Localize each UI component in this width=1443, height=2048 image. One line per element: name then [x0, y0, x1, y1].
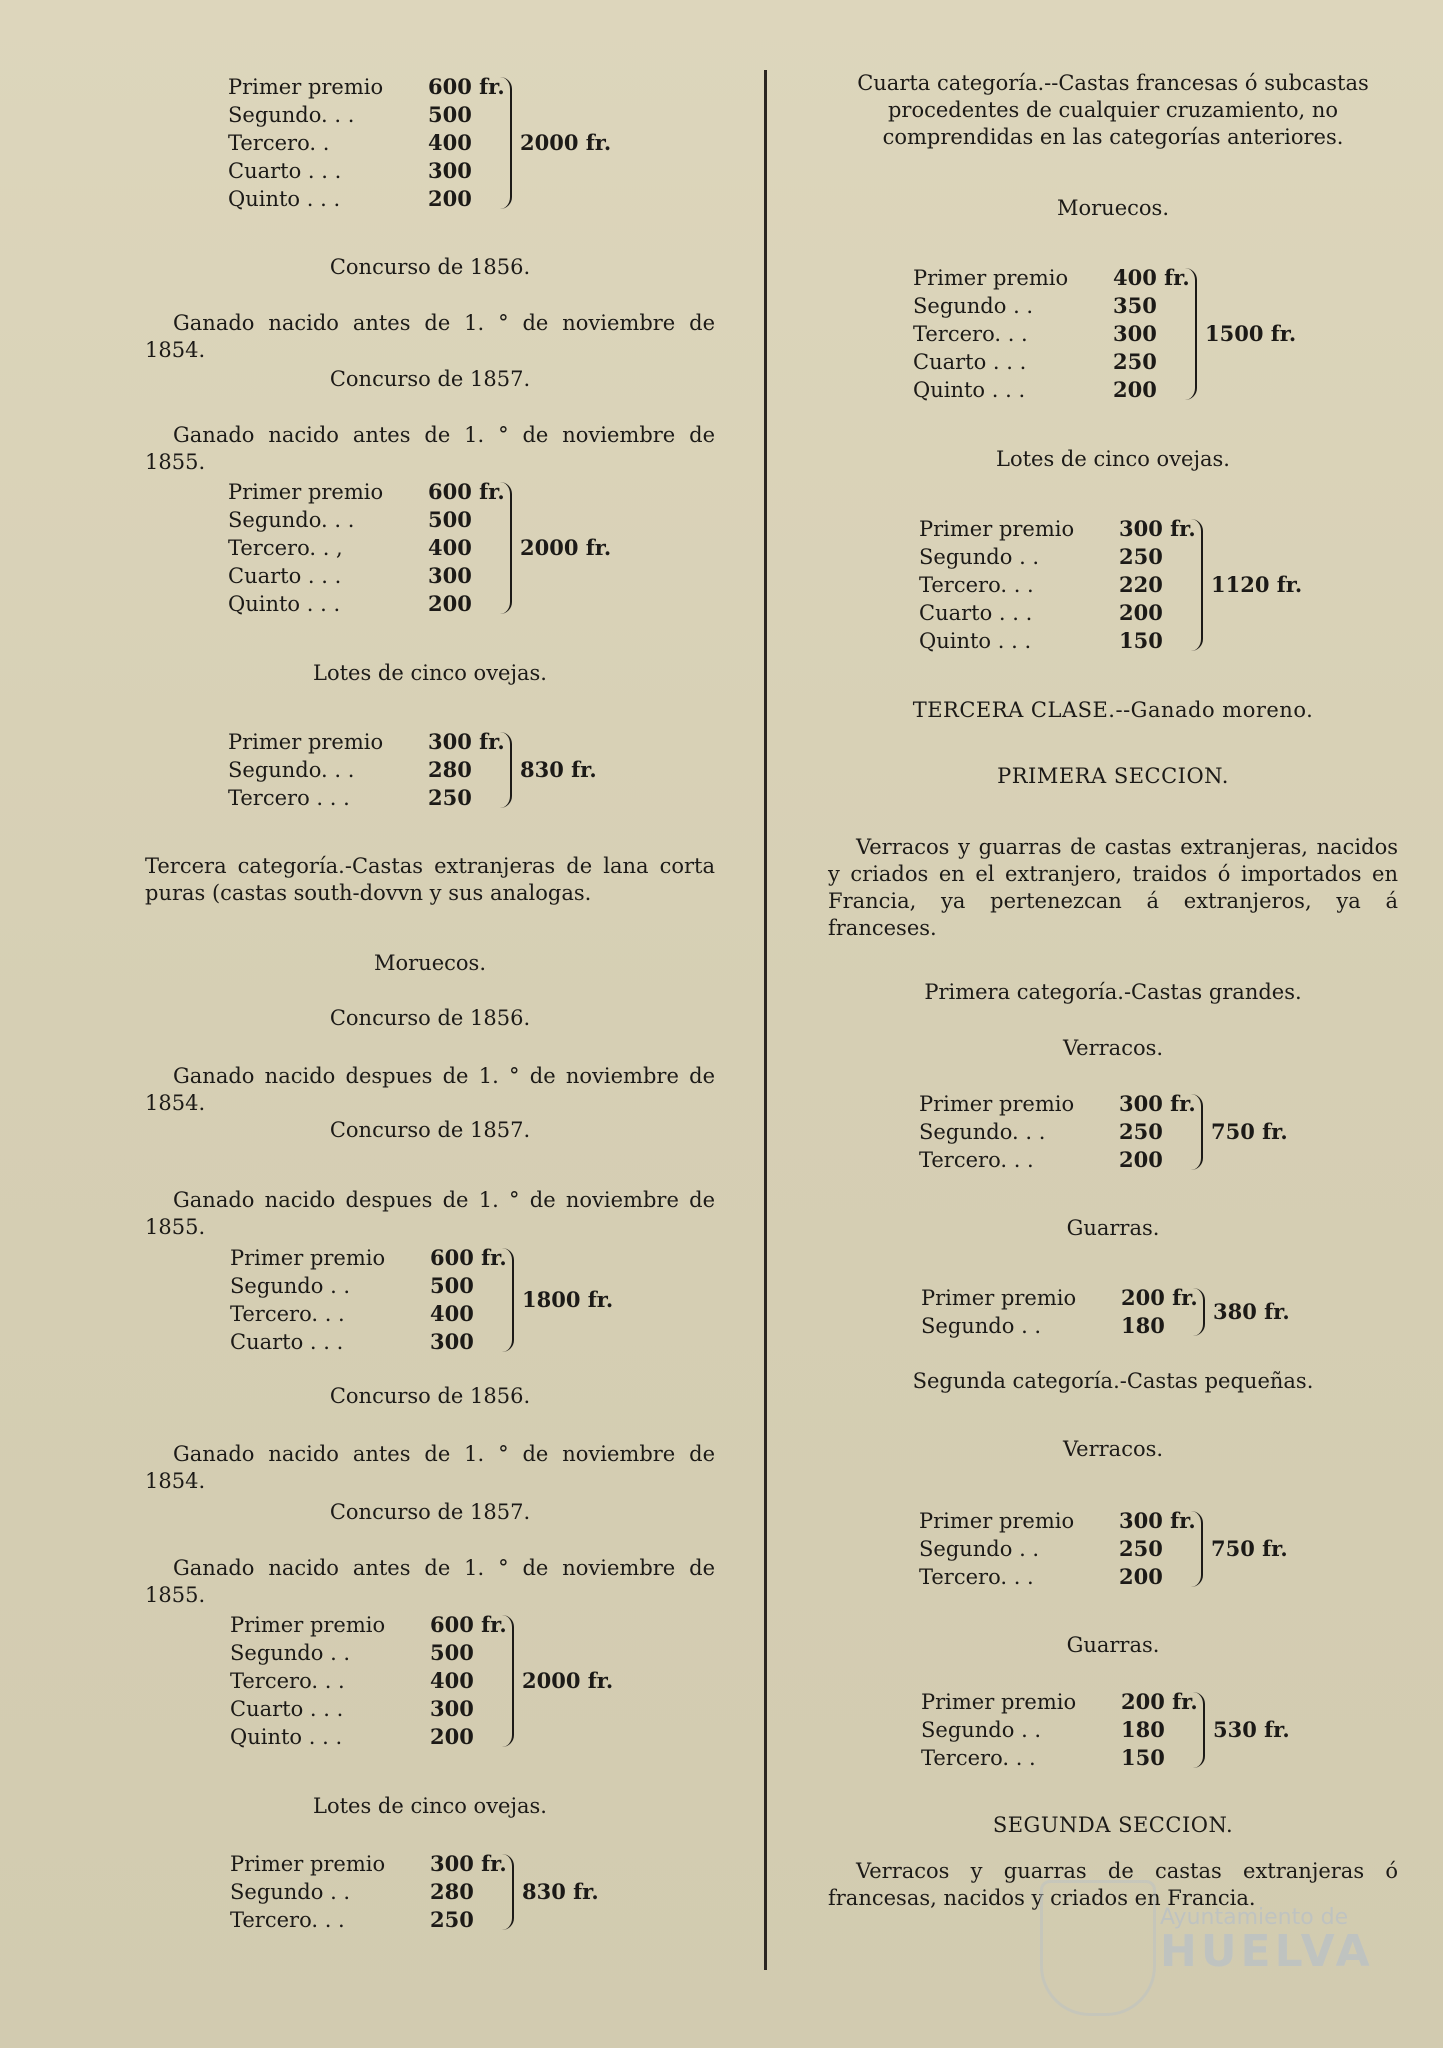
- prize-row: [228, 728, 505, 756]
- heading: Moruecos.: [1057, 196, 1169, 220]
- prize-row: [921, 1716, 1183, 1744]
- brace: [500, 77, 512, 209]
- prize-row: [228, 129, 490, 157]
- prize-row: [230, 1244, 507, 1272]
- prize-label: Tercero. . .: [919, 1148, 1034, 1172]
- prize-label: Tercero. . .: [921, 1746, 1036, 1770]
- prize-row: [228, 784, 490, 812]
- prize-amount: 500: [428, 102, 472, 127]
- prize-label: Segundo. . .: [228, 103, 355, 127]
- prize-row: [230, 1667, 492, 1695]
- prize-label: Primer premio: [228, 730, 384, 754]
- prize-label: Segundo . .: [921, 1314, 1042, 1338]
- paragraph: Verracos y guarras de castas extranjeras ó francesas, nacidos y criados en Francia.: [828, 1859, 1398, 1910]
- prize-amount: 250: [1119, 544, 1163, 569]
- prize-amount: 200: [1119, 1564, 1163, 1589]
- prize-amount: 300: [428, 158, 472, 183]
- prize-label: Segundo . .: [919, 1537, 1040, 1561]
- heading: Guarras.: [1066, 1633, 1160, 1657]
- prize-label: Primer premio: [230, 1613, 386, 1637]
- prize-amount: 250: [1119, 1119, 1163, 1144]
- prize-amount: 200: [1113, 377, 1157, 402]
- prize-table: [230, 1850, 599, 1934]
- prize-amount: 250: [1113, 349, 1157, 374]
- prize-total: 1120 fr.: [1211, 572, 1303, 597]
- prize-amount: 400: [428, 130, 472, 155]
- prize-row: [228, 756, 490, 784]
- prize-table: [919, 1507, 1288, 1591]
- heading: Primera categoría.-Castas grandes.: [924, 980, 1302, 1004]
- prize-table: [228, 728, 597, 812]
- heading: Concurso de 1856.: [329, 1384, 531, 1408]
- prize-row: [919, 1507, 1196, 1535]
- prize-label: Primer premio: [228, 75, 384, 99]
- heading: Concurso de 1856.: [329, 255, 531, 279]
- prize-total: 2000 fr.: [522, 1668, 614, 1693]
- prize-amount: 180: [1121, 1313, 1165, 1338]
- prize-label: Cuarto . . .: [228, 159, 342, 183]
- brace: [502, 1615, 514, 1747]
- prize-amount: 600 fr.: [430, 1245, 507, 1270]
- prize-label: Tercero. . .: [230, 1908, 345, 1932]
- prize-amount: 300: [430, 1329, 474, 1354]
- section-heading: SEGUNDA SECCION.: [992, 1813, 1234, 1837]
- prize-row: [230, 1723, 492, 1751]
- prize-label: Primer premio: [919, 1092, 1075, 1116]
- prize-amount: 200 fr.: [1121, 1689, 1198, 1714]
- prize-row: [921, 1312, 1183, 1340]
- prize-label: Segundo . .: [921, 1718, 1042, 1742]
- prize-label: Quinto . . .: [228, 592, 341, 616]
- prize-row: [230, 1850, 507, 1878]
- prize-row: [228, 562, 490, 590]
- prize-table: [921, 1688, 1290, 1772]
- prize-amount: 300 fr.: [430, 1851, 507, 1876]
- prize-row: [921, 1688, 1198, 1716]
- prize-amount: 600 fr.: [430, 1612, 507, 1637]
- heading: Concurso de 1857.: [329, 367, 531, 391]
- prize-row: [919, 599, 1181, 627]
- prize-label: Cuarto . . .: [230, 1697, 344, 1721]
- prize-total: 750 fr.: [1211, 1119, 1288, 1144]
- prize-label: Segundo . .: [230, 1880, 351, 1904]
- prize-total: 2000 fr.: [520, 130, 612, 155]
- prize-row: [919, 1563, 1181, 1591]
- prize-row: [228, 73, 505, 101]
- prize-row: [228, 590, 490, 618]
- heading: Concurso de 1857.: [329, 1500, 531, 1524]
- prize-table: [919, 515, 1303, 655]
- heading: Verracos.: [1062, 1036, 1164, 1060]
- prize-amount: 250: [430, 1907, 474, 1932]
- prize-row: [230, 1611, 507, 1639]
- prize-amount: 300: [1113, 321, 1157, 346]
- prize-label: Tercero. . .: [230, 1302, 345, 1326]
- prize-amount: 400: [430, 1668, 474, 1693]
- prize-label: Tercero. . .: [230, 1669, 345, 1693]
- prize-row: [228, 157, 490, 185]
- prize-amount: 300 fr.: [1119, 1091, 1196, 1116]
- brace: [500, 482, 512, 614]
- prize-amount: 500: [428, 507, 472, 532]
- section-heading: TERCERA CLASE.--Ganado moreno.: [912, 698, 1314, 722]
- prize-row: [919, 1146, 1181, 1174]
- prize-row: [919, 571, 1181, 599]
- prize-amount: 300 fr.: [1119, 516, 1196, 541]
- prize-amount: 280: [428, 757, 472, 782]
- brace: [1191, 519, 1203, 651]
- prize-row: [228, 185, 490, 213]
- heading: Moruecos.: [374, 951, 486, 975]
- brace: [1191, 1511, 1203, 1587]
- prize-label: Tercero. . .: [919, 573, 1034, 597]
- prize-label: Segundo . .: [919, 545, 1040, 569]
- prize-label: Primer premio: [230, 1852, 386, 1876]
- heading: Concurso de 1857.: [329, 1118, 531, 1142]
- prize-label: Segundo. . .: [228, 508, 355, 532]
- prize-label: Cuarto . . .: [919, 601, 1033, 625]
- prize-table: [228, 478, 612, 618]
- prize-amount: 350: [1113, 293, 1157, 318]
- prize-total: 2000 fr.: [520, 535, 612, 560]
- heading: Concurso de 1856.: [329, 1006, 531, 1030]
- prize-amount: 250: [428, 785, 472, 810]
- prize-label: Primer premio: [913, 266, 1069, 290]
- brace: [1193, 1288, 1205, 1336]
- prize-label: Segundo. . .: [228, 758, 355, 782]
- prize-total: 830 fr.: [520, 757, 597, 782]
- prize-row: [919, 543, 1181, 571]
- brace: [500, 732, 512, 808]
- prize-amount: 180: [1121, 1717, 1165, 1742]
- prize-label: Quinto . . .: [230, 1725, 343, 1749]
- prize-amount: 400: [428, 535, 472, 560]
- prize-label: Primer premio: [228, 480, 384, 504]
- prize-row: [230, 1906, 492, 1934]
- prize-amount: 300: [430, 1696, 474, 1721]
- prize-label: Primer premio: [919, 1509, 1075, 1533]
- prize-table: [921, 1284, 1290, 1340]
- prize-row: [919, 1118, 1181, 1146]
- prize-row: [228, 478, 505, 506]
- prize-amount: 300 fr.: [428, 729, 505, 754]
- brace: [1191, 1094, 1203, 1170]
- prize-amount: 150: [1119, 628, 1163, 653]
- prize-label: Quinto . . .: [919, 629, 1032, 653]
- prize-row: [913, 376, 1175, 404]
- column-divider: [764, 70, 767, 1970]
- prize-row: [230, 1300, 492, 1328]
- prize-total: 1500 fr.: [1205, 321, 1297, 346]
- heading: Lotes de cinco ovejas.: [996, 447, 1230, 471]
- paragraph: Tercera categoría.-Castas extranjeras de lana corta puras (castas south-dovvn y sus analogas.: [145, 854, 715, 905]
- prize-amount: 300: [428, 563, 472, 588]
- paragraph: Ganado nacido despues de 1. ° de noviembre de 1855.: [145, 1188, 715, 1239]
- prize-total: 380 fr.: [1213, 1299, 1290, 1324]
- prize-label: Tercero. . ,: [228, 536, 343, 560]
- prize-label: Primer premio: [921, 1690, 1077, 1714]
- prize-label: Segundo . .: [230, 1274, 351, 1298]
- prize-amount: 600 fr.: [428, 479, 505, 504]
- prize-label: Segundo . .: [913, 294, 1034, 318]
- prize-label: Tercero . . .: [228, 786, 350, 810]
- prize-label: Quinto . . .: [913, 378, 1026, 402]
- paragraph: Ganado nacido despues de 1. ° de noviembre de 1854.: [145, 1064, 715, 1115]
- watermark: [1160, 1905, 1374, 1977]
- prize-amount: 250: [1119, 1536, 1163, 1561]
- prize-row: [230, 1878, 492, 1906]
- prize-amount: 500: [430, 1640, 474, 1665]
- prize-row: [921, 1284, 1198, 1312]
- prize-amount: 600 fr.: [428, 74, 505, 99]
- prize-row: [228, 534, 490, 562]
- prize-total: 830 fr.: [522, 1879, 599, 1904]
- prize-row: [919, 515, 1196, 543]
- prize-table: [230, 1244, 614, 1356]
- prize-amount: 400: [430, 1301, 474, 1326]
- prize-amount: 300 fr.: [1119, 1508, 1196, 1533]
- paragraph: Ganado nacido antes de 1. ° de noviembre de 1854.: [145, 1442, 715, 1493]
- prize-label: Quinto . . .: [228, 187, 341, 211]
- prize-amount: 200 fr.: [1121, 1285, 1198, 1310]
- prize-amount: 220: [1119, 572, 1163, 597]
- heading: Lotes de cinco ovejas.: [313, 1794, 547, 1818]
- prize-row: [230, 1695, 492, 1723]
- watermark-line1: Ayuntamiento de: [1160, 1905, 1349, 1930]
- brace: [502, 1854, 514, 1930]
- prize-label: Primer premio: [921, 1286, 1077, 1310]
- prize-amount: 150: [1121, 1745, 1165, 1770]
- prize-row: [921, 1744, 1183, 1772]
- prize-total: 750 fr.: [1211, 1536, 1288, 1561]
- prize-label: Tercero. .: [228, 131, 330, 155]
- prize-row: [913, 320, 1175, 348]
- paragraph: Ganado nacido antes de 1. ° de noviembre de 1854.: [145, 311, 715, 362]
- prize-row: [919, 1090, 1196, 1118]
- brace: [1193, 1692, 1205, 1768]
- prize-amount: 200: [1119, 600, 1163, 625]
- prize-table: [228, 73, 612, 213]
- paragraph: Cuarta categoría.--Castas francesas ó subcastas procedentes de cualquier cruzamiento, no comprendidas en las categorías anteriores.: [857, 71, 1369, 149]
- prize-label: Cuarto . . .: [228, 564, 342, 588]
- paragraph: Ganado nacido antes de 1. ° de noviembre de 1855.: [145, 1556, 715, 1607]
- brace: [502, 1248, 514, 1352]
- prize-amount: 500: [430, 1273, 474, 1298]
- heading: Verracos.: [1062, 1437, 1164, 1461]
- prize-row: [228, 506, 490, 534]
- section-heading: PRIMERA SECCION.: [997, 764, 1229, 788]
- watermark-line2: HUELVA: [1160, 1926, 1374, 1977]
- prize-label: Tercero. . .: [919, 1565, 1034, 1589]
- prize-total: 530 fr.: [1213, 1717, 1290, 1742]
- brace: [1185, 268, 1197, 400]
- prize-row: [913, 348, 1175, 376]
- paragraph: Ganado nacido antes de 1. ° de noviembre de 1855.: [145, 423, 715, 474]
- prize-row: [228, 101, 490, 129]
- prize-row: [913, 292, 1175, 320]
- prize-total: 1800 fr.: [522, 1287, 614, 1312]
- prize-row: [230, 1639, 492, 1667]
- prize-row: [230, 1328, 492, 1356]
- prize-label: Tercero. . .: [913, 322, 1028, 346]
- prize-table: [919, 1090, 1288, 1174]
- prize-amount: 200: [430, 1724, 474, 1749]
- prize-label: Segundo . .: [230, 1641, 351, 1665]
- prize-row: [919, 627, 1181, 655]
- prize-table: [230, 1611, 614, 1751]
- heading: Guarras.: [1066, 1216, 1160, 1240]
- prize-amount: 200: [428, 186, 472, 211]
- prize-table: [913, 264, 1297, 404]
- prize-amount: 200: [428, 591, 472, 616]
- heading: Segunda categoría.-Castas pequeñas.: [912, 1369, 1314, 1393]
- prize-amount: 200: [1119, 1147, 1163, 1172]
- prize-amount: 400 fr.: [1113, 265, 1190, 290]
- prize-label: Primer premio: [919, 517, 1075, 541]
- prize-label: Cuarto . . .: [230, 1330, 344, 1354]
- prize-amount: 280: [430, 1879, 474, 1904]
- prize-row: [230, 1272, 492, 1300]
- watermark-emblem: [1040, 1880, 1156, 2016]
- heading: Lotes de cinco ovejas.: [313, 661, 547, 685]
- paragraph: Verracos y guarras de castas extranjeras, nacidos y criados en el extranjero, traidos ó importados en Francia, ya pertenezcan á extranjeros, ya á franceses.: [828, 835, 1398, 940]
- prize-row: [913, 264, 1190, 292]
- prize-label: Primer premio: [230, 1246, 386, 1270]
- prize-label: Cuarto . . .: [913, 350, 1027, 374]
- prize-label: Segundo. . .: [919, 1120, 1046, 1144]
- prize-row: [919, 1535, 1181, 1563]
